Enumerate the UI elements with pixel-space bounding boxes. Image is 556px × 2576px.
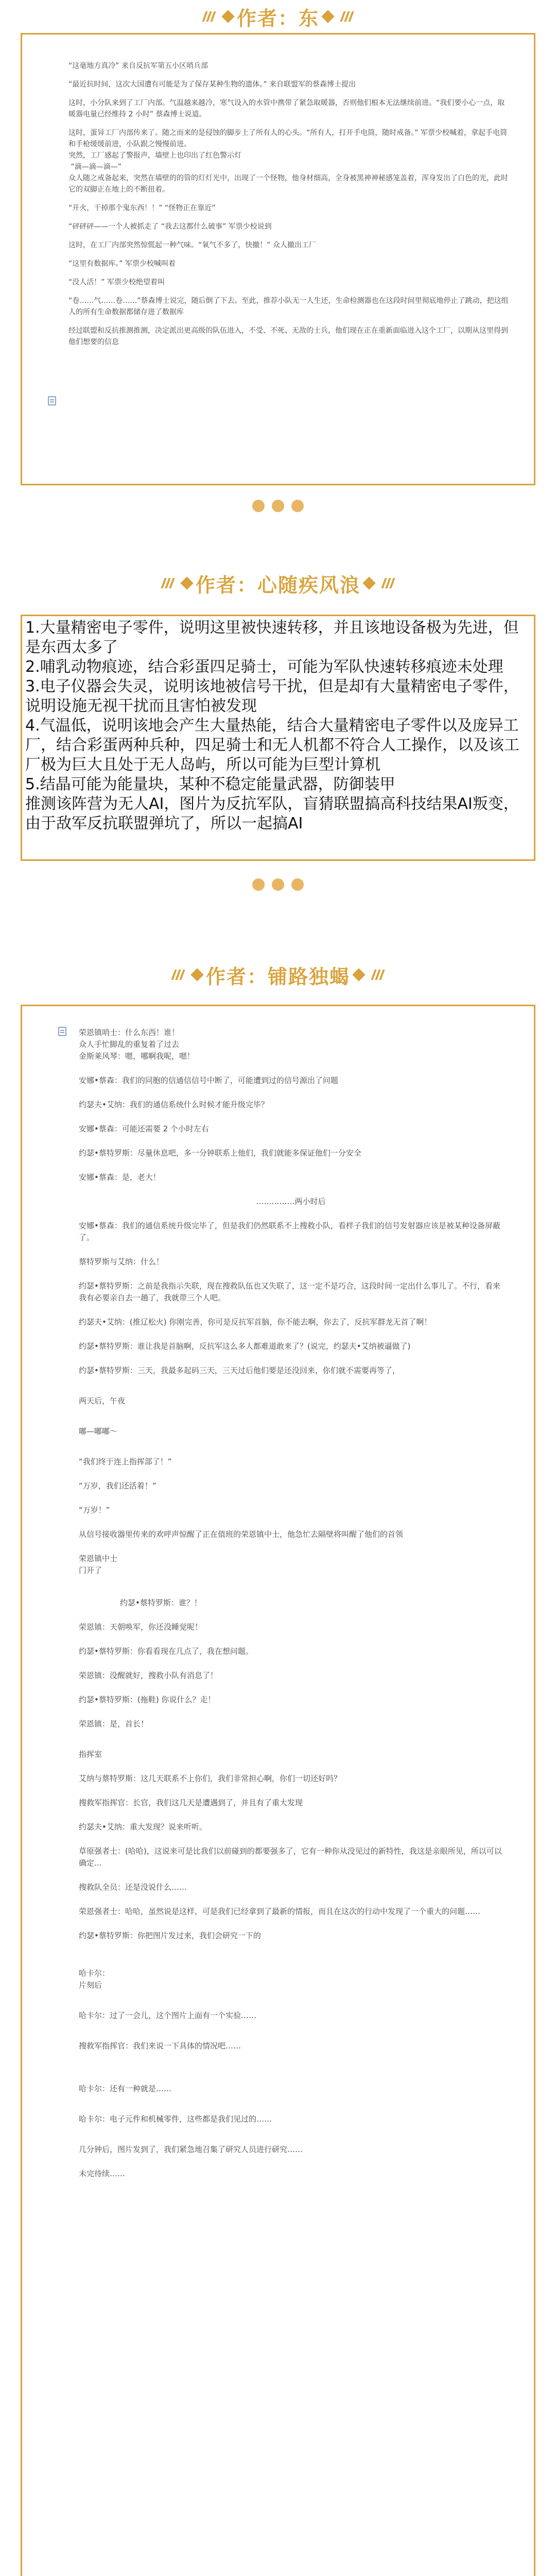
s1-para: “最近抗时间，这次大国遭有可能是为了保存某种生物的遗体。” 来自联盟军的蔡森博士提出 <box>68 80 356 89</box>
s3-para: 安娜•蔡森：我们的同胞的信通信信号中断了，可能遭到过的信号源出了问题 <box>79 1076 338 1085</box>
decor-stripes-left <box>173 970 183 980</box>
s1-para: 这时，在工厂内部突然惊慌起一种气味。“氧气不多了，快撤！” 众人撤出工厂 <box>68 241 316 249</box>
s3-para: “万岁！” <box>79 1505 110 1515</box>
document-icon <box>58 1027 66 1036</box>
s3-para: “我们终于连上指挥部了！” <box>79 1457 172 1466</box>
s1-para: “开火，干掉那个鬼东西！！” “怪物正在靠近” <box>68 204 216 212</box>
diamond-icon <box>352 968 365 981</box>
s3-para: 蔡特罗斯与艾纳：什么！ <box>79 1257 164 1266</box>
section-title-2: 作者：心随疾风浪 <box>195 573 360 597</box>
s3-para: “万岁，我们还活着！” <box>79 1481 157 1490</box>
s3-para: 搜救军指挥官：我们来说一下具体的情况吧…… <box>79 2041 241 2050</box>
s1-para: “这毫地方真冷” 来自反抗军第五小区哨兵部 <box>68 62 208 70</box>
s3-para: 约瑟夫•艾纳：我们的通信系统什么时候才能升级完毕？ <box>79 1100 269 1109</box>
document-icon <box>48 396 56 405</box>
s3-para: 哈卡尔：过了一会儿，这个图片上面有一个实验…… <box>79 2011 257 2020</box>
s3-para: 约瑟•蔡特罗斯：之前是我指示失联，现在搜救队伍也又失联了，这一定不是巧合，这段时间一定出什么事儿了。不行，看来我有必要亲自去一趟了，我就带三个人吧。 <box>79 1281 500 1302</box>
s3-para: 荣恩镇哨士：什么东西！谁！ 众人手忙脚乱的重复着了过去 金斯莱风琴：嗯，哪啊我呢，嗯！ <box>79 1028 195 1061</box>
s2-line: 5.结晶可能为能量块，某种不稳定能量武器，防御装甲 <box>25 775 395 793</box>
decor-stripes-right <box>342 11 352 22</box>
s3-para: 哈卡尔：电子元件和机械零件，这些都是我们见过的…… <box>79 2114 272 2124</box>
s2-line: 3.电子仪器会失灵，说明该地被信号干扰，但是却有大量精密电子零件，说明设施无视干扰而且害怕被发现 <box>25 677 519 715</box>
section-3-box <box>21 1005 535 2576</box>
section-header-3 <box>0 958 556 991</box>
s3-para: 约瑟•蔡特罗斯：尽量休息吧，多一分钟联系上他们，我们就能多保证他们一分安全 <box>79 1148 361 1158</box>
decor-stripes-right <box>383 578 393 588</box>
s1-para: 这时，小分队来到了工厂内部。气温越来越冷，寒气设入的水管中携带了紧急取暖器，否则他们根本无法继续前进。“我们要小心一点，取暖器电量已经维持 2 小时” 蔡森博士说道。 <box>68 99 505 118</box>
s3-para: ……………两小时后 <box>256 1197 326 1206</box>
s3-para: 安娜•蔡森：是，老大！ <box>79 1173 161 1182</box>
s1-para: “砰砰砰——一个人被抓走了 “我去这都什么破事” 军票少校说到 <box>68 223 272 231</box>
s2-line: 2.哺乳动物痕迹，结合彩蛋四足骑士，可能为军队快速转移痕迹未处理 <box>25 658 503 676</box>
s3-para: 荣恩强者士：哈哈，虽然说是这样，可是我们已经拿到了最新的情报，而且在这次的行动中发现了一个重大的问题…… <box>79 1907 481 1916</box>
s3-para: 搜救军指挥官：长官，我们这几天是遭遇到了，并且有了重大发现 <box>79 1798 303 1807</box>
s3-para: 几分钟后，图片发到了，我们紧急地召集了研究人员进行研究…… <box>79 2145 303 2154</box>
section-header-2 <box>0 567 556 600</box>
s3-para: 约瑟•蔡特罗斯：谁让我是首脑啊，反抗军这么多人都难道敢来了？(说完，约瑟夫•艾纳被逼做了) <box>79 1342 411 1351</box>
s2-line: 1.大量精密电子零件，说明这里被快速转移，并且该地设备极为先进，但是东西太多了 <box>25 619 519 656</box>
diamond-icon <box>221 10 234 23</box>
s3-para: 两天后，午夜 <box>79 1396 126 1405</box>
separator-dots-1 <box>0 500 556 512</box>
diamond-icon <box>190 968 203 981</box>
s3-para: 荣恩镇：是，首长！ <box>79 1719 149 1728</box>
s3-para: 荣恩镇：天朝唤军，你还没睡觉呢！ <box>79 1622 203 1632</box>
s3-para: 荣恩镇中士 门开了 <box>79 1554 118 1575</box>
s3-para: 约瑟•蔡特罗斯：(拖鞋) 你说什么？走！ <box>79 1695 216 1704</box>
section-header-1 <box>0 0 556 33</box>
s3-para: 指挥室 <box>79 1750 102 1759</box>
s1-para: “这里有数据库。” 军票少校喊叫着 <box>68 260 176 268</box>
decor-stripes-left <box>204 11 214 22</box>
s1-para: “没人活！” 军票少校绝望着叫 <box>68 278 165 286</box>
s3-para: 草原强者士：(哈哈)，这说来可是比我们以前碰到的都要强多了，它有一种你从没见过的新特性，我这是亲眼所见，所以可以确定... <box>79 1846 502 1868</box>
s3-para: 哈卡尔：还有一种就是…… <box>79 2084 172 2093</box>
diamond-icon <box>180 577 193 589</box>
s3-para: 哈卡尔： 片刻后 <box>79 1969 110 1990</box>
s2-line: 4.气温低，说明该地会产生大量热能，结合大量精密电子零件以及庞异工厂，结合彩蛋两种兵种，四足骑士和无人机都不符合人工操作，以及该工厂极为巨大且处于无人岛屿，所以可能为巨型计算机 <box>25 717 519 774</box>
s3-para: 嘟—嘟嘟～ <box>79 1427 118 1436</box>
s3-para: 约瑟•蔡特罗斯：你把图片发过来，我们会研究一下的 <box>79 1931 261 1940</box>
s3-para: 约瑟•蔡特罗斯：谁？！ <box>120 1598 202 1607</box>
section-1-box <box>21 33 535 485</box>
separator-dots-2 <box>0 878 556 891</box>
s3-para: 未完待续…… <box>79 2169 126 2178</box>
decor-stripes-right <box>373 970 383 980</box>
s3-para: 从信号接收器里传来的欢呼声惊醒了正在值班的荣恩镇中士，他急忙去隔壁将叫醒了他们的首领 <box>79 1530 404 1539</box>
s1-para: 这时，蛋异工厂内部传来了。随之而来的是侵蚀的脚步上了所有人的心头。“所有人，打开手电筒，随时戒备。” 军票少校喊着，拿起手电筒和手枪缓缓前进，小队跟之慢慢前进。 突然，工厂感起了警报声，墙壁上也印出了红色警示灯 “滴—滴—滴—” 众人随之戒备起来，突然在墙壁的的管的灯灯光中，出现了一个怪物，他身材细高，全身被黑神神秘感笼盖着，浑身发出了白色的光，此时它的双脚正在地上的不断扭着。 <box>68 129 508 194</box>
s3-para: 搜救队全员：还是没说什么…… <box>79 1883 187 1892</box>
s2-line: 推测该阵营为无人AI，图片为反抗军队，盲猜联盟搞高科技结果AI叛变，由于敌军反抗联盟弹坑了，所以一起搞AI <box>25 795 519 833</box>
section-title-1: 作者：东 <box>236 7 319 30</box>
s3-para: 约瑟夫•艾纳：(推辽松火) 你刚完善，你可是反抗军首脑，你不能去啊，你去了，反抗军群龙无首了啊！ <box>79 1317 432 1327</box>
s3-para: 约瑟夫•艾纳：重大发现？说来听听。 <box>79 1822 207 1832</box>
s1-para: “卷……气……卷……”蔡森博士说完，随后倒了下去。至此，推荐小队无一人生还，生命检测器也在这段时间里彻底地停止了跳动，把这组人的所有生命数据都储存进了数据库 <box>68 297 509 316</box>
diamond-icon <box>321 10 334 23</box>
s3-para: 约瑟•蔡特罗斯：你看看现在几点了，我在想问题。 <box>79 1647 253 1656</box>
section-title-3: 作者：铺路独蝎 <box>205 965 350 988</box>
s3-para: 安娜•蔡森：可能还需要 2 个小时左右 <box>79 1124 209 1133</box>
s3-para: 约瑟•蔡特罗斯：三天，我最多起码三天，三天过后他们要是还没回来，你们就不需要再等了， <box>79 1366 400 1375</box>
s3-para: 荣恩镇：没醒就好，搜救小队有消息了！ <box>79 1671 218 1680</box>
decor-stripes-left <box>163 578 173 588</box>
s3-para: 艾纳与蔡特罗斯：这几天联系不上你们，我们非常担心啊，你们一切还好吗？ <box>79 1774 342 1783</box>
s1-para: 经过联盟和反抗推测推测，决定派出更高级的队伍进入，不受、不死、无敌的士兵，他们现在正在重新面临进入这个工厂，以期从这里得到他们想要的信息 <box>68 327 508 346</box>
s3-para: 安娜•蔡森：我们的通信系统升级完毕了，但是我们仍然联系不上搜救小队，看样子我们的信号发射器应该是被某种设备屏蔽了。 <box>79 1221 500 1242</box>
diamond-icon <box>362 577 375 589</box>
section-2-box <box>21 615 535 861</box>
